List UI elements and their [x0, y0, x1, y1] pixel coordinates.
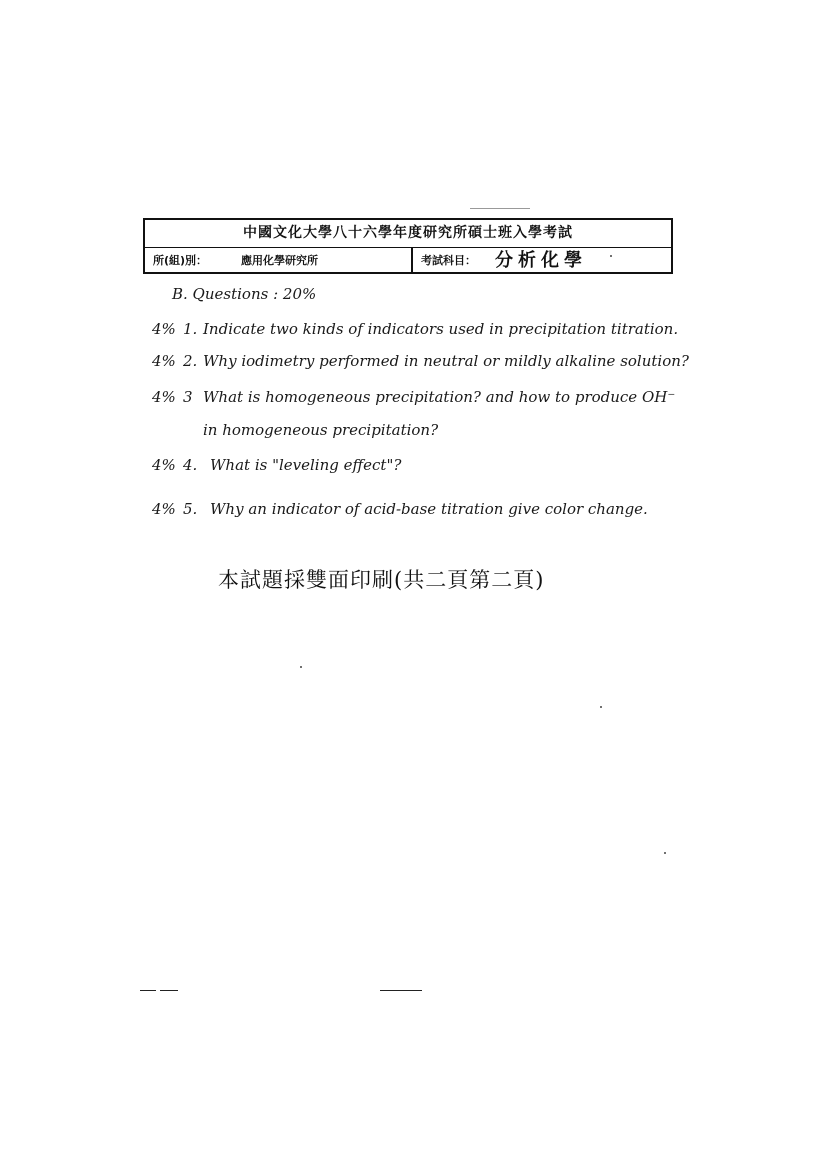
question-number: 2.: [183, 352, 198, 370]
question-number: 3: [183, 388, 193, 406]
subject-value: 分析化學: [495, 250, 587, 271]
question-score: 4%: [152, 352, 176, 370]
subject-label: 考試科目：: [421, 254, 476, 267]
question-text: What is "leveling effect"?: [210, 456, 402, 474]
scan-mark: [470, 208, 530, 209]
scan-mark: [160, 990, 178, 991]
question-score: 4%: [152, 456, 176, 474]
question-score: 4%: [152, 320, 176, 338]
scan-speck: [300, 666, 302, 668]
question-text: What is homogeneous precipitation? and how to produce OH⁻: [203, 388, 676, 406]
question-text-continuation: in homogeneous precipitation?: [203, 421, 439, 439]
question-text: Indicate two kinds of indicators used in precipitation titration.: [203, 320, 679, 338]
department-value: 應用化學研究所: [241, 254, 318, 267]
printing-note: 本試題採雙面印刷(共二頁第二頁): [218, 568, 545, 592]
department-label: 所(組)別：: [153, 254, 208, 267]
scan-speck: [610, 255, 612, 257]
scan-mark: [380, 990, 422, 991]
question-text: Why iodimetry performed in neutral or mildly alkaline solution?: [203, 352, 689, 370]
question-text: Why an indicator of acid-base titration give color change.: [210, 500, 648, 518]
section-heading: B. Questions : 20%: [172, 285, 317, 303]
question-score: 4%: [152, 500, 176, 518]
exam-title: 中國文化大學八十六學年度研究所碩士班入學考試: [145, 220, 671, 248]
scan-mark: [140, 990, 156, 991]
question-number: 5.: [183, 500, 198, 518]
question-number: 4.: [183, 456, 198, 474]
header-divider: [411, 247, 413, 274]
exam-info-row: [145, 247, 671, 274]
scan-speck: [600, 706, 602, 708]
scan-speck: [664, 852, 666, 854]
exam-header-table: [143, 218, 673, 274]
question-score: 4%: [152, 388, 176, 406]
question-number: 1.: [183, 320, 198, 338]
